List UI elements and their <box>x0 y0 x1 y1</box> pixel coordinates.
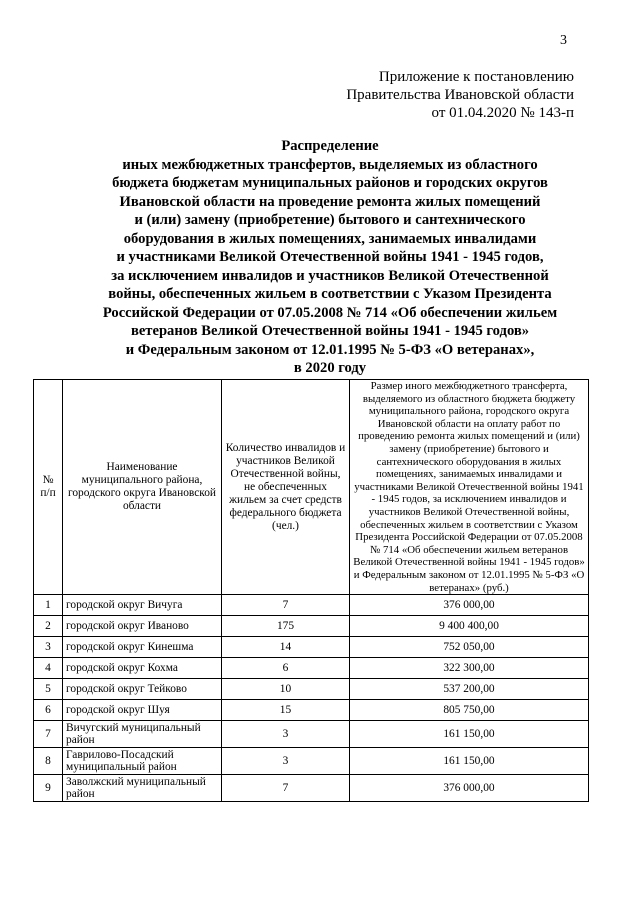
header-amount: Размер иного межбюджетного трансферта, выделяемого из областного бюджета бюджету муниципального района, городского округа Ивановской области на оплату работ по проведению ремонта жилых помещений и (или) замену (приобретение) бытового и сантехнического оборудования в жилых помещениях, занимаемых инвалидами и участниками Великой Отечественной войны 1941 - 1945 годов, за исключением инвалидов и участников Великой Отечественной войны, обеспеченных жильем в соответствии с Указом Президента Российской Федерации от 07.05.2008 № 714 «Об обеспечении жильем ветеранов Великой Отечественной войны 1941 - 1945 годов» и Федеральным законом от 12.01.1995 № 5-ФЗ «О ветеранах» (руб.) <box>350 380 589 595</box>
cell-amount: 752 050,00 <box>350 637 589 658</box>
appendix-reference <box>234 68 574 122</box>
cell-count: 6 <box>222 658 350 679</box>
title-line: в 2020 году <box>293 360 367 376</box>
table-row <box>34 679 589 700</box>
cell-amount: 805 750,00 <box>350 700 589 721</box>
cell-num: 8 <box>34 748 63 775</box>
title-line: Распределение <box>281 138 379 154</box>
cell-amount: 161 150,00 <box>350 748 589 775</box>
title-line: и (или) замену (приобретение) бытового и сантехнического <box>134 212 526 228</box>
cell-num: 4 <box>34 658 63 679</box>
cell-num: 5 <box>34 679 63 700</box>
table-row <box>34 658 589 679</box>
cell-num: 6 <box>34 700 63 721</box>
title-line: бюджета бюджетам муниципальных районов и городских округов <box>112 175 548 191</box>
title-line: оборудования в жилых помещениях, занимаемых инвалидами <box>123 230 537 247</box>
cell-name: городской округ Кохма <box>63 658 222 679</box>
cell-amount: 537 200,00 <box>350 679 589 700</box>
cell-amount: 161 150,00 <box>350 721 589 748</box>
cell-num: 2 <box>34 616 63 637</box>
appendix-line: Правительства Ивановской области <box>346 87 574 103</box>
cell-name: городской округ Шуя <box>63 700 222 721</box>
distribution-table <box>33 379 589 802</box>
cell-name: городской округ Кинешма <box>63 637 222 658</box>
appendix-line: от 01.04.2020 № 143-п <box>431 105 574 121</box>
title-line: за исключением инвалидов и участников Великой Отечественной <box>111 267 549 284</box>
title-line: и участниками Великой Отечественной войны 1941 - 1945 годов, <box>116 249 544 265</box>
title-line: и Федеральным законом от 12.01.1995 № 5-ФЗ «О ветеранах», <box>125 341 535 358</box>
title-line: Ивановской области на проведение ремонта жилых помещений <box>119 193 541 210</box>
cell-amount: 376 000,00 <box>350 775 589 802</box>
cell-count: 7 <box>222 595 350 616</box>
cell-count: 14 <box>222 637 350 658</box>
cell-name: Гаврилово-Посадский муниципальный район <box>63 748 222 775</box>
cell-count: 3 <box>222 721 350 748</box>
cell-amount: 376 000,00 <box>350 595 589 616</box>
cell-count: 175 <box>222 616 350 637</box>
table-row <box>34 595 589 616</box>
cell-num: 7 <box>34 721 63 748</box>
header-name: Наименование муниципального района, городского округа Ивановской области <box>63 380 222 595</box>
title-line: иных межбюджетных трансфертов, выделяемых из областного <box>122 156 538 173</box>
title-line: войны, обеспеченных жильем в соответствии с Указом Президента <box>108 286 552 302</box>
document-title <box>60 137 600 378</box>
cell-count: 15 <box>222 700 350 721</box>
cell-num: 1 <box>34 595 63 616</box>
title-line: Российской Федерации от 07.05.2008 № 714 «Об обеспечении жильем <box>102 304 558 321</box>
cell-amount: 9 400 400,00 <box>350 616 589 637</box>
table-row <box>34 775 589 802</box>
table-row <box>34 748 589 775</box>
header-count: Количество инвалидов и участников Великой Отечественной войны, не обеспеченных жильем за счет средств федерального бюджета (чел.) <box>222 380 350 595</box>
cell-name: городской округ Иваново <box>63 616 222 637</box>
page-number: 3 <box>560 33 567 48</box>
table-row <box>34 700 589 721</box>
table-row <box>34 616 589 637</box>
table-row <box>34 721 589 748</box>
table-row <box>34 637 589 658</box>
cell-name: Вичугский муниципальный район <box>63 721 222 748</box>
cell-amount: 322 300,00 <box>350 658 589 679</box>
cell-name: Заволжский муниципальный район <box>63 775 222 802</box>
cell-name: городской округ Вичуга <box>63 595 222 616</box>
cell-num: 3 <box>34 637 63 658</box>
cell-num: 9 <box>34 775 63 802</box>
cell-count: 3 <box>222 748 350 775</box>
title-line: ветеранов Великой Отечественной войны 1941 - 1945 годов» <box>130 323 530 339</box>
table-header-row <box>34 380 589 595</box>
cell-name: городской округ Тейково <box>63 679 222 700</box>
appendix-line: Приложение к постановлению <box>378 69 574 85</box>
cell-count: 7 <box>222 775 350 802</box>
cell-count: 10 <box>222 679 350 700</box>
header-num: № п/п <box>34 380 63 595</box>
